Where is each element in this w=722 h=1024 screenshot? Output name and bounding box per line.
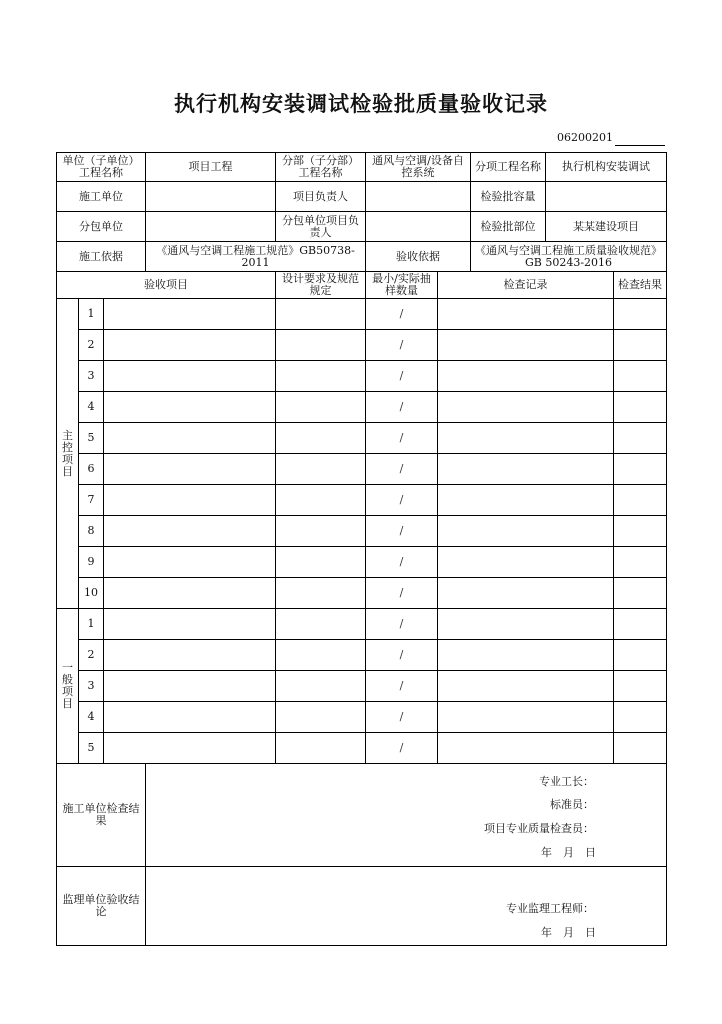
general-group-row xyxy=(57,702,667,733)
design-requirement[interactable] xyxy=(276,423,366,454)
item-number: 6 xyxy=(79,454,104,485)
main-group-row xyxy=(57,423,667,454)
header-row-2 xyxy=(57,182,667,212)
standard-officer-label: 标准员： xyxy=(550,798,594,811)
item-content[interactable] xyxy=(104,361,276,392)
design-requirement[interactable] xyxy=(276,392,366,423)
item-number: 9 xyxy=(79,547,104,578)
item-number: 8 xyxy=(79,516,104,547)
constructor-label: 施工单位 xyxy=(57,182,146,212)
supervision-row xyxy=(57,867,667,946)
form-code-value: 06200201 xyxy=(557,131,613,144)
check-result[interactable] xyxy=(614,330,667,361)
item-content[interactable] xyxy=(104,423,276,454)
check-record[interactable] xyxy=(438,733,614,764)
subitem-value[interactable]: 执行机构安装调试 xyxy=(546,153,667,182)
column-header-row xyxy=(57,272,667,299)
item-number: 3 xyxy=(79,361,104,392)
basis-value[interactable]: 《通风与空调工程施工规范》GB50738-2011 xyxy=(146,242,366,272)
main-group-row xyxy=(57,330,667,361)
check-record[interactable] xyxy=(438,361,614,392)
general-items xyxy=(57,609,667,764)
general-group-row xyxy=(57,733,667,764)
subcontractor-value[interactable] xyxy=(146,212,276,242)
sample-count[interactable]: / xyxy=(366,423,438,454)
main-group-row xyxy=(57,454,667,485)
item-number: 1 xyxy=(79,609,104,640)
item-number: 5 xyxy=(79,733,104,764)
item-content[interactable] xyxy=(104,578,276,609)
main-group-row xyxy=(57,485,667,516)
sample-count[interactable]: / xyxy=(366,671,438,702)
sample-count[interactable]: / xyxy=(366,330,438,361)
item-content[interactable] xyxy=(104,485,276,516)
sample-count[interactable]: / xyxy=(366,547,438,578)
check-record[interactable] xyxy=(438,299,614,330)
sample-count[interactable]: / xyxy=(366,733,438,764)
check-record[interactable] xyxy=(438,609,614,640)
construction-check-signatures[interactable] xyxy=(146,764,667,867)
item-number: 10 xyxy=(79,578,104,609)
batch-location-value[interactable]: 某某建设项目 xyxy=(546,212,667,242)
check-result[interactable] xyxy=(614,299,667,330)
acceptance-basis-label: 验收依据 xyxy=(366,242,471,272)
main-group-row xyxy=(57,578,667,609)
page-title: 执行机构安装调试检验批质量验收记录 xyxy=(174,91,548,116)
col-item: 验收项目 xyxy=(57,272,276,299)
check-record[interactable] xyxy=(438,485,614,516)
constructor-value[interactable] xyxy=(146,182,276,212)
check-result[interactable] xyxy=(614,547,667,578)
main-group-row xyxy=(57,547,667,578)
sample-count[interactable]: / xyxy=(366,702,438,733)
design-requirement[interactable] xyxy=(276,702,366,733)
design-requirement[interactable] xyxy=(276,299,366,330)
general-group-row xyxy=(57,671,667,702)
form-code-underline xyxy=(615,145,665,146)
main-group-row xyxy=(57,392,667,423)
main-items xyxy=(57,299,667,609)
item-content[interactable] xyxy=(104,330,276,361)
design-requirement[interactable] xyxy=(276,330,366,361)
unit-label: 单位（子单位）工程名称 xyxy=(57,153,146,182)
item-number: 4 xyxy=(79,392,104,423)
check-record[interactable] xyxy=(438,423,614,454)
check-record[interactable] xyxy=(438,702,614,733)
sample-count[interactable]: / xyxy=(366,392,438,423)
general-group-row xyxy=(57,609,667,640)
check-result[interactable] xyxy=(614,485,667,516)
item-content[interactable] xyxy=(104,702,276,733)
quality-inspector-label: 项目专业质量检查员： xyxy=(484,822,594,835)
division-label: 分部（子分部）工程名称 xyxy=(276,153,366,182)
main-group-row xyxy=(57,299,667,330)
sub-manager-value[interactable] xyxy=(366,212,471,242)
batch-location-label: 检验批部位 xyxy=(471,212,546,242)
check-result[interactable] xyxy=(614,640,667,671)
check-result[interactable] xyxy=(614,702,667,733)
item-content[interactable] xyxy=(104,671,276,702)
design-requirement[interactable] xyxy=(276,485,366,516)
general-group-row xyxy=(57,640,667,671)
item-content[interactable] xyxy=(104,392,276,423)
check-result[interactable] xyxy=(614,578,667,609)
col-sample: 最小/实际抽样数量 xyxy=(366,272,438,299)
sample-count[interactable]: / xyxy=(366,578,438,609)
col-record: 检查记录 xyxy=(438,272,614,299)
check-result[interactable] xyxy=(614,392,667,423)
project-manager-value[interactable] xyxy=(366,182,471,212)
design-requirement[interactable] xyxy=(276,547,366,578)
item-number: 3 xyxy=(79,671,104,702)
design-requirement[interactable] xyxy=(276,640,366,671)
design-requirement[interactable] xyxy=(276,361,366,392)
sample-count[interactable]: / xyxy=(366,609,438,640)
division-value[interactable]: 通风与空调/设备自控系统 xyxy=(366,153,471,182)
header-row-1 xyxy=(57,153,667,182)
item-content[interactable] xyxy=(104,733,276,764)
item-number: 2 xyxy=(79,640,104,671)
check-result[interactable] xyxy=(614,516,667,547)
design-requirement[interactable] xyxy=(276,578,366,609)
item-content[interactable] xyxy=(104,516,276,547)
sample-count[interactable]: / xyxy=(366,454,438,485)
project-manager-label: 项目负责人 xyxy=(276,182,366,212)
col-design: 设计要求及规范规定 xyxy=(276,272,366,299)
batch-capacity-value[interactable] xyxy=(546,182,667,212)
supervision-label: 监理单位验收结论 xyxy=(57,867,146,946)
basis-label: 施工依据 xyxy=(57,242,146,272)
item-number: 7 xyxy=(79,485,104,516)
acceptance-table xyxy=(56,152,667,946)
design-requirement[interactable] xyxy=(276,454,366,485)
supervision-signatures[interactable] xyxy=(146,867,667,946)
check-result[interactable] xyxy=(614,361,667,392)
design-requirement[interactable] xyxy=(276,609,366,640)
check-result[interactable] xyxy=(614,733,667,764)
check-record[interactable] xyxy=(438,547,614,578)
acceptance-basis-value[interactable]: 《通风与空调工程施工质量验收规范》GB 50243-2016 xyxy=(471,242,667,272)
form-code xyxy=(540,131,665,146)
unit-value[interactable]: 项目工程 xyxy=(146,153,276,182)
item-content[interactable] xyxy=(104,299,276,330)
item-number: 4 xyxy=(79,702,104,733)
design-requirement[interactable] xyxy=(276,733,366,764)
batch-capacity-label: 检验批容量 xyxy=(471,182,546,212)
item-number: 2 xyxy=(79,330,104,361)
item-content[interactable] xyxy=(104,454,276,485)
construction-check-row xyxy=(57,764,667,867)
sample-count[interactable]: / xyxy=(366,640,438,671)
subitem-label: 分项工程名称 xyxy=(471,153,546,182)
item-number: 5 xyxy=(79,423,104,454)
item-content[interactable] xyxy=(104,640,276,671)
sample-count[interactable]: / xyxy=(366,485,438,516)
supervision-date: 年 月 日 xyxy=(541,926,596,939)
check-record[interactable] xyxy=(438,640,614,671)
check-record[interactable] xyxy=(438,671,614,702)
check-record[interactable] xyxy=(438,392,614,423)
design-requirement[interactable] xyxy=(276,516,366,547)
main-group-row xyxy=(57,516,667,547)
sub-manager-label: 分包单位项目负责人 xyxy=(276,212,366,242)
col-result: 检查结果 xyxy=(614,272,667,299)
check-record[interactable] xyxy=(438,330,614,361)
design-requirement[interactable] xyxy=(276,671,366,702)
header-row-4 xyxy=(57,242,667,272)
construction-check-label: 施工单位检查结果 xyxy=(57,764,146,867)
main-group-row xyxy=(57,361,667,392)
item-content[interactable] xyxy=(104,609,276,640)
item-number: 1 xyxy=(79,299,104,330)
check-record[interactable] xyxy=(438,578,614,609)
sample-count[interactable]: / xyxy=(366,516,438,547)
check-result[interactable] xyxy=(614,609,667,640)
item-content[interactable] xyxy=(104,547,276,578)
sample-count[interactable]: / xyxy=(366,299,438,330)
foreman-label: 专业工长： xyxy=(539,775,594,788)
main-group-label: 主控项目 xyxy=(57,299,79,609)
check-record[interactable] xyxy=(438,454,614,485)
general-group-label: 一般项目 xyxy=(57,609,79,764)
sample-count[interactable]: / xyxy=(366,361,438,392)
subcontractor-label: 分包单位 xyxy=(57,212,146,242)
check-result[interactable] xyxy=(614,671,667,702)
check-result[interactable] xyxy=(614,423,667,454)
check-record[interactable] xyxy=(438,516,614,547)
check-result[interactable] xyxy=(614,454,667,485)
supervision-engineer-label: 专业监理工程师： xyxy=(506,902,594,915)
construction-date: 年 月 日 xyxy=(541,846,596,859)
header-row-3 xyxy=(57,212,667,242)
